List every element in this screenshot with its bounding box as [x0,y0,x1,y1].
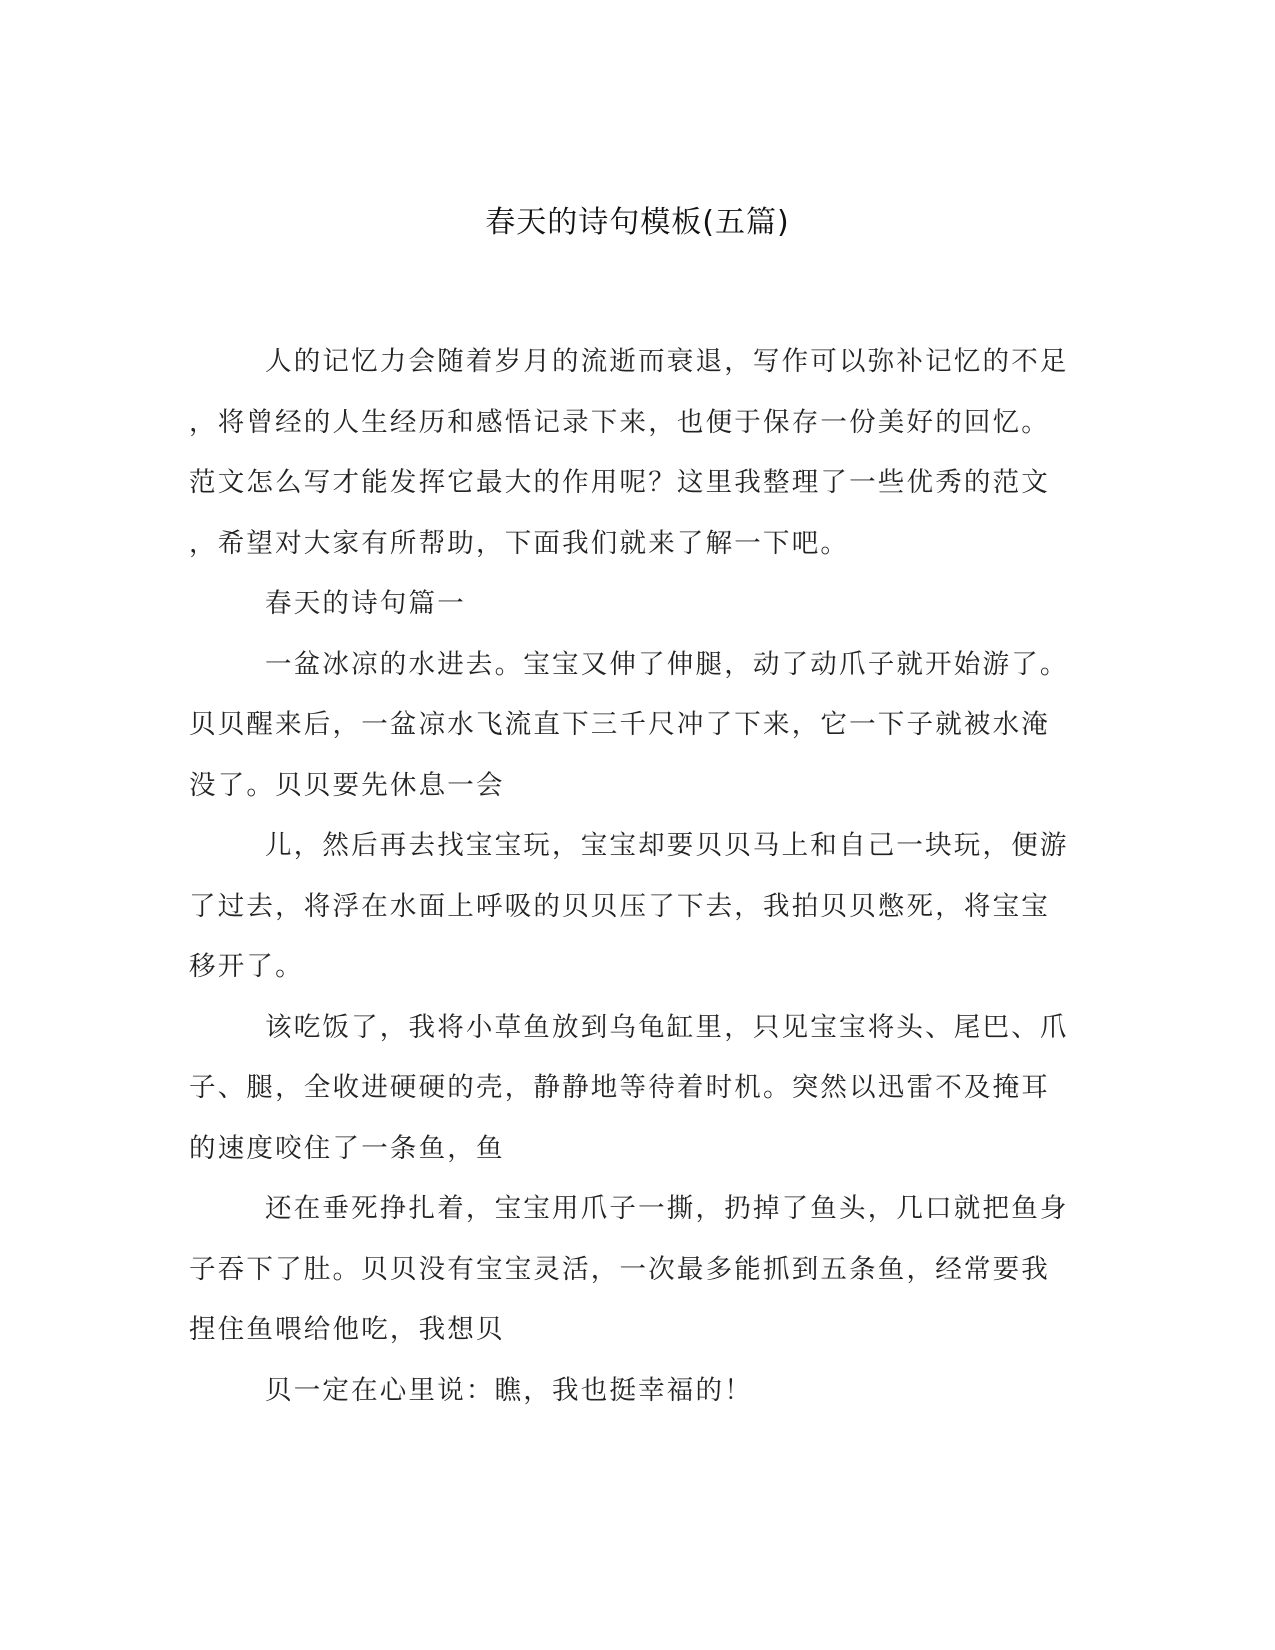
paragraph [189,1179,1079,1361]
paragraph [189,816,1079,998]
section-heading [189,574,1079,635]
text-line: 该吃饭了，我将小草鱼放到乌龟缸里，只见宝宝将头、尾巴、爪 [265,1011,1069,1043]
text-line: 移开了。 [189,951,304,982]
document-title: 春天的诗句模板(五篇) [485,205,790,240]
text-line: 的速度咬住了一条鱼，鱼 [189,1132,505,1164]
paragraph [189,635,1079,817]
text-line: 范文怎么写才能发挥它最大的作用呢？这里我整理了一些优秀的范文 [189,467,1050,498]
text-line: 了过去，将浮在水面上呼吸的贝贝压了下去，我拍贝贝憋死，将宝宝 [189,890,1050,922]
text-line: 还在垂死挣扎着，宝宝用爪子一撕，扔掉了鱼头，几口就把鱼身 [265,1193,1069,1224]
document-body [189,332,1079,1421]
section-heading-text: 春天的诗句篇一 [265,588,466,619]
text-line: ，希望对大家有所帮助，下面我们就来了解一下吧。 [189,527,850,559]
paragraph-intro [189,332,1079,574]
text-line: 子、腿，全收进硬硬的壳，静静地等待着时机。突然以迅雷不及掩耳 [189,1072,1050,1103]
text-line: ，将曾经的人生经历和感悟记录下来，也便于保存一份美好的回忆。 [189,406,1050,438]
text-line: 贝贝醒来后，一盆凉水飞流直下三千尺冲了下来，它一下子就被水淹 [189,709,1050,740]
text-line: 没了。贝贝要先休息一会 [189,769,505,801]
text-line: 贝一定在心里说：瞧，我也挺幸福的！ [265,1374,753,1406]
text-line: 捏住鱼喂给他吃，我想贝 [189,1314,505,1345]
text-line: 子吞下了肚。贝贝没有宝宝灵活，一次最多能抓到五条鱼，经常要我 [189,1253,1050,1285]
text-line: 儿，然后再去找宝宝玩，宝宝却要贝贝马上和自己一块玩，便游 [265,830,1069,861]
paragraph [189,998,1079,1180]
text-line: 人的记忆力会随着岁月的流逝而衰退，写作可以弥补记忆的不足 [265,346,1069,377]
text-line: 一盆冰凉的水进去。宝宝又伸了伸腿，动了动爪子就开始游了。 [265,648,1069,680]
paragraph [189,1361,1079,1422]
